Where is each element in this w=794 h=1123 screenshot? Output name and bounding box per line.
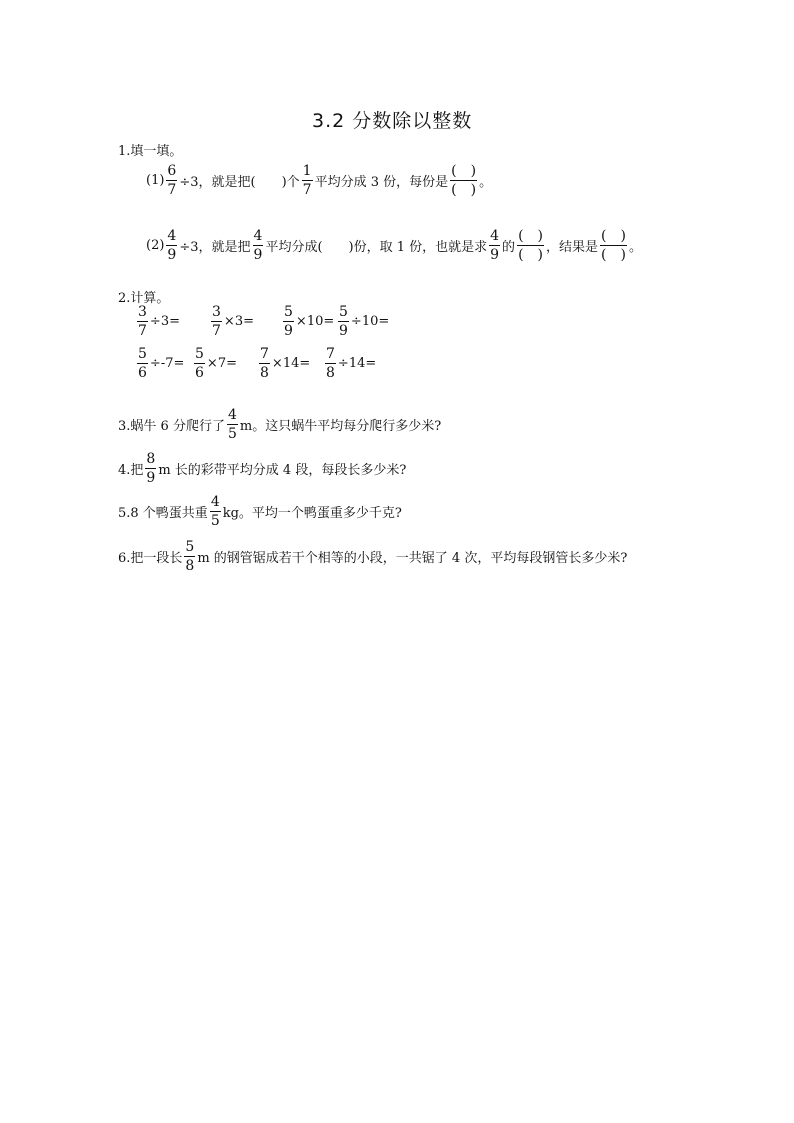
page-title: 3.2 分数除以整数: [312, 110, 473, 132]
fraction-denominator: 9: [146, 470, 156, 486]
calc-item: [281, 305, 334, 338]
fraction-numerator: 5: [339, 304, 348, 320]
fraction-denominator: 9: [490, 247, 500, 263]
fraction-numerator: 7: [260, 346, 269, 362]
q1-text-a: ÷3，就是把( )个: [179, 175, 300, 190]
calc-operation: ×10=: [295, 314, 335, 329]
blank-fraction: [450, 164, 477, 197]
calc-operation: ÷14=: [337, 356, 377, 371]
q1-text-b: 平均分成 3 份，每份是: [314, 175, 449, 190]
fraction-denominator: 6: [138, 365, 147, 381]
fraction-numerator: 3: [212, 304, 221, 320]
fraction-numerator: 4: [253, 228, 263, 244]
calc-operation: ×7=: [206, 356, 237, 371]
fraction: [210, 495, 221, 528]
fraction-denominator: 8: [185, 558, 195, 574]
calc-item: [336, 305, 389, 338]
blank-denominator: ( ): [451, 182, 477, 198]
fraction-denominator: 5: [227, 426, 237, 442]
fraction: [194, 347, 205, 380]
calc-operation: ×3=: [223, 314, 254, 329]
q5-text-before: 5.8 个鸭蛋共重: [118, 506, 208, 521]
fraction-numerator: 5: [138, 346, 147, 362]
fraction-numerator: 7: [326, 346, 335, 362]
fraction-denominator: 9: [167, 247, 177, 263]
fraction-numerator: 5: [284, 304, 293, 320]
question-5: [118, 495, 402, 528]
q6-text-before: 6.把一段长: [118, 551, 183, 566]
calc-item: [209, 305, 254, 338]
fraction-denominator: 6: [195, 365, 204, 381]
fraction-numerator: 8: [146, 451, 156, 467]
blank-denominator: ( ): [601, 247, 626, 263]
fraction-numerator: 4: [210, 494, 220, 510]
fraction-denominator: 7: [212, 323, 221, 339]
blank-denominator: ( ): [518, 247, 543, 263]
calc-item: [257, 347, 310, 380]
blank-fraction: [517, 229, 544, 262]
calc-operation: ÷-7=: [149, 356, 185, 371]
q1-prefix: (1): [146, 173, 165, 188]
fraction-numerator: 5: [195, 346, 204, 362]
calc-item: [323, 347, 376, 380]
fraction-denominator: 8: [326, 365, 335, 381]
fraction-denominator: 8: [260, 365, 269, 381]
fraction-denominator: 5: [210, 513, 220, 529]
blank-numerator: ( ): [518, 228, 543, 244]
fraction-denominator: 7: [302, 182, 312, 198]
fraction-denominator: 7: [138, 323, 147, 339]
section-2-heading: 2.计算。: [118, 291, 170, 306]
fraction: [166, 164, 177, 197]
fraction: [338, 305, 349, 338]
q6-text-after: m 的钢管锯成若干个相等的小段，一共锯了 4 次，平均每段钢管长多少米?: [197, 551, 628, 566]
fraction: [145, 452, 156, 485]
fraction-denominator: 7: [167, 182, 177, 198]
fraction-numerator: 4: [167, 228, 177, 244]
fraction: [259, 347, 270, 380]
blank-fraction: [600, 229, 627, 262]
q2-text-c: 的: [502, 240, 516, 255]
calc-item: [135, 305, 180, 338]
question-6: [118, 540, 627, 573]
fraction-denominator: 9: [339, 323, 348, 339]
fraction: [166, 229, 177, 262]
calc-item: [135, 347, 184, 380]
question-1-2: [146, 229, 642, 262]
q2-prefix: (2): [146, 238, 165, 253]
question-1-1: [146, 164, 492, 197]
q5-text-after: kg。平均一个鸭蛋重多少千克?: [222, 506, 402, 521]
q3-text-after: m。这只蜗牛平均每分爬行多少米?: [239, 419, 442, 434]
fraction: [184, 540, 195, 573]
q4-text-before: 4.把: [118, 463, 144, 478]
fraction: [137, 305, 148, 338]
calc-item: [192, 347, 237, 380]
q2-text-b: 平均分成( )份，取 1 份，也就是求: [265, 240, 488, 255]
blank-numerator: ( ): [601, 228, 626, 244]
section-1-heading: 1.填一填。: [118, 144, 183, 159]
q4-text-after: m 长的彩带平均分成 4 段，每段长多少米?: [158, 463, 407, 478]
fraction-numerator: 1: [302, 163, 312, 179]
q1-end: 。: [479, 175, 493, 190]
fraction-numerator: 4: [490, 228, 500, 244]
blank-numerator: ( ): [451, 163, 477, 179]
calc-operation: ÷3=: [149, 314, 180, 329]
fraction: [302, 164, 313, 197]
fraction-denominator: 9: [253, 247, 263, 263]
question-3: [118, 408, 441, 441]
q3-text-before: 3.蜗牛 6 分爬行了: [118, 419, 225, 434]
calc-operation: ×14=: [271, 356, 311, 371]
fraction: [253, 229, 264, 262]
fraction: [325, 347, 336, 380]
fraction: [211, 305, 222, 338]
q2-text-d: ，结果是: [546, 240, 599, 255]
fraction-numerator: 3: [138, 304, 147, 320]
q2-text-a: ÷3，就是把: [179, 240, 251, 255]
fraction: [137, 347, 148, 380]
question-4: [118, 452, 406, 485]
fraction-numerator: 4: [227, 407, 237, 423]
calc-operation: ÷10=: [350, 314, 390, 329]
fraction-numerator: 5: [185, 539, 195, 555]
fraction-numerator: 6: [167, 163, 177, 179]
fraction-denominator: 9: [284, 323, 293, 339]
q2-end: 。: [628, 240, 642, 255]
fraction: [227, 408, 238, 441]
fraction: [489, 229, 500, 262]
fraction: [283, 305, 294, 338]
